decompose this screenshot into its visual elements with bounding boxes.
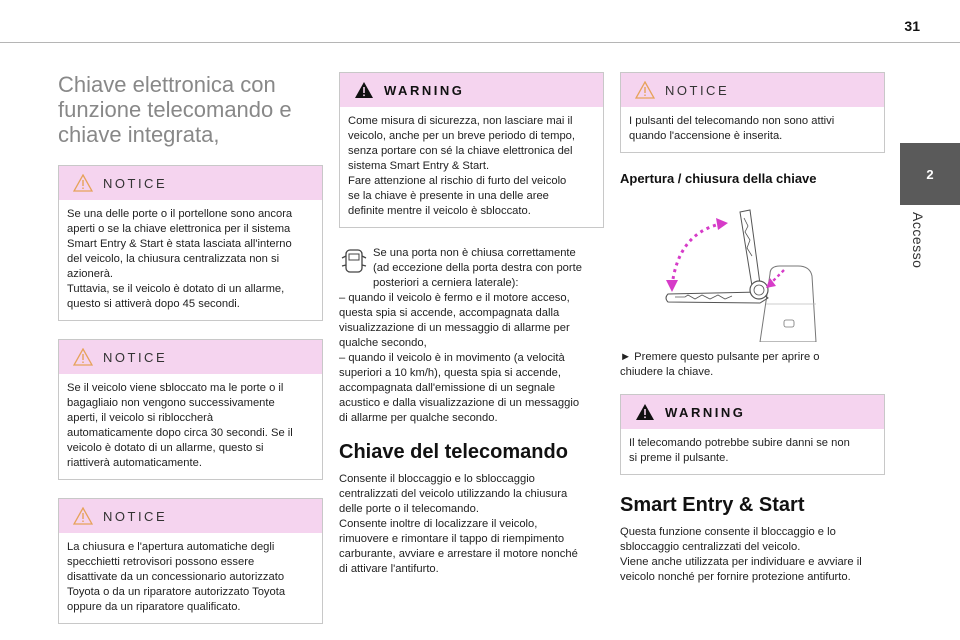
warning-triangle-icon — [354, 81, 374, 99]
section-title: Chiave elettronica con funzione telecomando e chiave integrata, — [58, 72, 292, 147]
chapter-title: Accesso — [910, 212, 926, 269]
notice-text: La chiusura e l'apertura automatiche degli specchietti retrovisori possono essere disattivate da un concessionario autorizzato Toyota o da un riparatore autorizzato Toyota oppure da un riparatore qualificato. — [67, 541, 286, 613]
smart-entry-text: Questa funzione consente il bloccaggio e lo sbloccaggio centralizzati del veicolo. Viene anche utilizzata per individuare e avviare il veicolo nonché per fornire protezione antifurto. — [620, 526, 862, 583]
notice-text: Se il veicolo viene sbloccato ma le porte o il bagagliaio non vengono successivamente aperti, il veicolo si riblocc​herà automaticamente dopo circa 30 secondi. Se il veicolo è dotato di un allarme, questo si riattiverà automaticamente. — [67, 382, 293, 469]
smart-entry-heading: Smart Entry & Start — [620, 494, 805, 516]
remote-key-heading: Chiave del telecomando — [339, 441, 568, 463]
notice-box-2 — [58, 339, 323, 480]
notice-header — [621, 73, 884, 107]
warning-label: WARNING — [384, 82, 465, 98]
warning-box-2 — [620, 394, 885, 475]
key-fob-drawing — [620, 204, 885, 342]
notice-text: I pulsanti del telecomando non sono attivi quando l'accensione è inserita. — [629, 115, 835, 142]
notice-box-1 — [58, 165, 323, 321]
notice-label: NOTICE — [103, 349, 168, 365]
warning-text: Il telecomando potrebbe subire danni se non si preme il pulsante. — [629, 437, 850, 464]
column-2 — [339, 72, 604, 577]
chapter-tab-number: 2 — [926, 166, 934, 182]
warning-header — [621, 395, 884, 429]
top-rule — [0, 42, 960, 43]
column-1 — [58, 62, 323, 640]
notice-label: NOTICE — [103, 508, 168, 524]
warning-text: Come misura di sicurezza, non lasciare mai il veicolo, anche per un breve periodo di tempo, senza portare con sé la chiave elettronica del sistema Smart Entry & Start. Fare attenzione al rischio di furto del veicolo se la chiave è presente in una delle aree definite mentre il veicolo è sbloccato. — [348, 115, 576, 217]
warning-box-1 — [339, 72, 604, 228]
notice-header — [59, 340, 322, 374]
warning-triangle-icon — [635, 403, 655, 421]
door-warning-text: Se una porta non è chiusa correttamente (ad eccezione della porta destra con porte posteriori a cerniera laterale): – quando il veicolo è fermo e il motore acceso, questa spia si accende, accompagnata dalla visualizzazione di un messaggio di allarme per qualche secondo, – quando il veicolo è in movimento (a velocità superiori a 10 km/h), questa spia si accende, accompagnata dall'emissione di un segnale acustico e dalla visualizzazione di un messaggio di allarme per qualche secondo. — [339, 247, 582, 424]
page-number: 31 — [904, 18, 920, 34]
notice-triangle-icon — [73, 348, 93, 366]
key-illustration — [620, 204, 885, 342]
notice-triangle-icon — [635, 81, 655, 99]
press-button-text: ► Premere questo pulsante per aprire o chiudere la chiave. — [620, 351, 820, 378]
warning-header — [340, 73, 603, 107]
notice-box-4 — [620, 72, 885, 153]
chapter-tab[interactable] — [900, 143, 960, 205]
notice-header — [59, 499, 322, 533]
notice-header — [59, 166, 322, 200]
notice-triangle-icon — [73, 174, 93, 192]
notice-triangle-icon — [73, 507, 93, 525]
notice-label: NOTICE — [665, 82, 730, 98]
column-3 — [620, 72, 885, 585]
warning-label: WARNING — [665, 404, 746, 420]
notice-text: Se una delle porte o il portellone sono ancora aperti o se la chiave elettronica per il sistema Smart Entry & Start è stata lasciata all'interno del veicolo, la chiusura centralizzata non si azionerà. Tuttavia, se il veicolo è dotato di un allarme, questo si attiverà dopo 45 secondi. — [67, 208, 293, 310]
door-open-icon — [339, 246, 369, 276]
notice-label: NOTICE — [103, 175, 168, 191]
key-open-close-heading: Apertura / chiusura della chiave — [620, 171, 817, 186]
notice-box-3 — [58, 498, 323, 624]
remote-key-text: Consente il bloccaggio e lo sbloccaggio centralizzati del veicolo utilizzando la chiusura delle porte o il telecomando. Consente inoltre di localizzare il veicolo, rimuovere e rimontare il tappo di riempimento carburante, avviare e arrestare il motore nonché di attivare l'antifurto. — [339, 473, 578, 575]
